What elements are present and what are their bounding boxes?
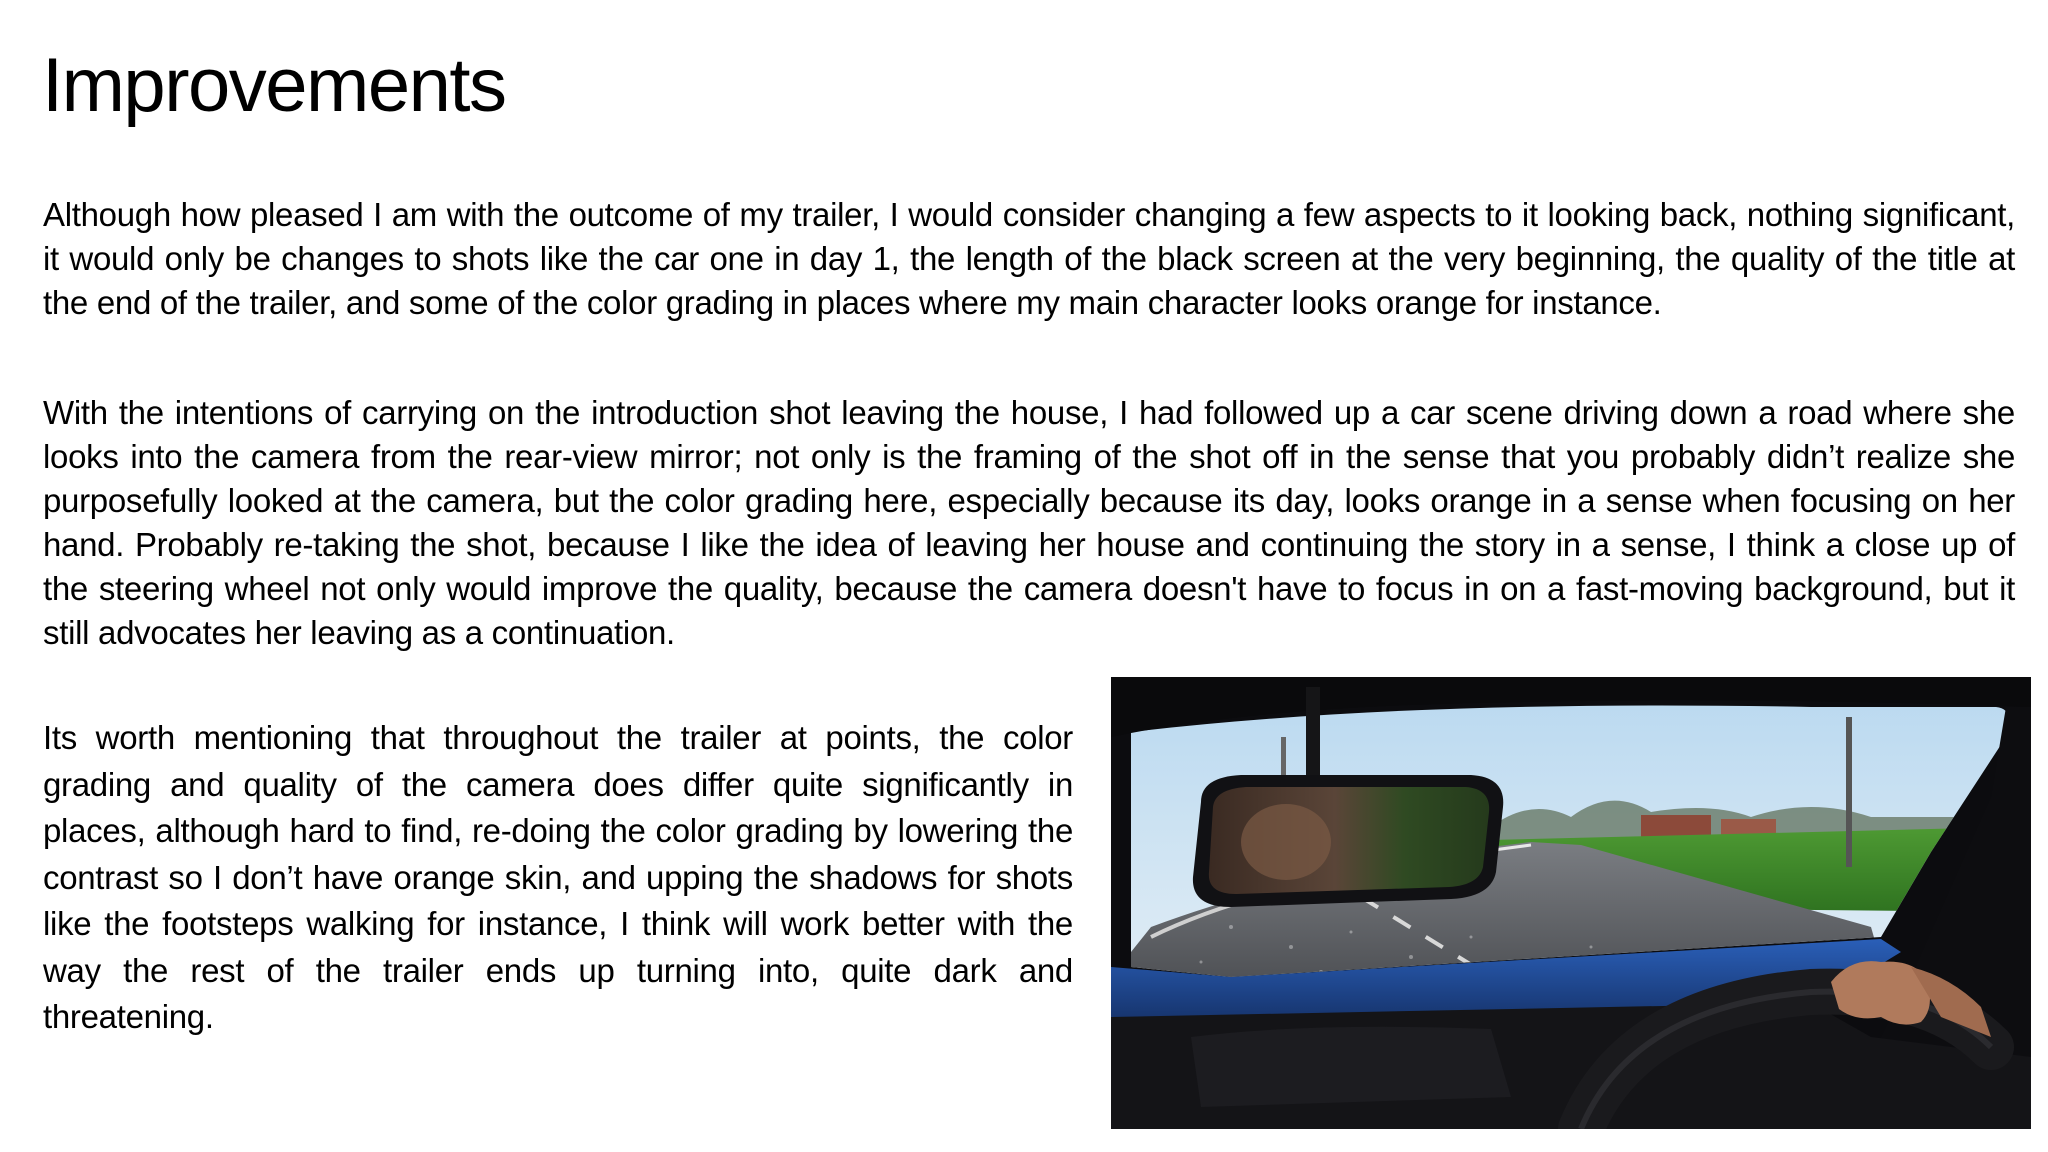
mirror-reflection <box>1241 804 1331 880</box>
car-interior-illustration <box>1111 677 2031 1129</box>
paragraph-3: Its worth mentioning that throughout the trailer at points, the color grading and quality of the camera does differ quite significantly in places, although hard to find, re-doing the color grading by lowering the contrast so I don’t have orange skin, and upping the shadows for shots like the footsteps walking for instance, I think will work better with the way the rest of the trailer ends up turning into, quite dark and threatening. <box>43 719 1073 1035</box>
paragraph-1: Although how pleased I am with the outcome of my trailer, I would consider changing a few aspects to it looking back, nothing significant, it would only be changes to shots like the car one in day 1, the length of the black screen at the very beginning, the quality of the title at the end of the trailer, and some of the color grading in places where my main character looks orange for instance. <box>43 196 2015 321</box>
paragraph-2: With the intentions of carrying on the introduction shot leaving the house, I had followed up a car scene driving down a road where she looks into the camera from the rear-view mirror; not only is the framing of the shot off in the sense that you probably didn’t realize she purposefully looked at the camera, but the color grading here, especially because its day, looks orange in a sense when focusing on her hand. Probably re-taking the shot, because I like the idea of leaving her house and continuing the story in a sense, I think a close up of the steering wheel not only would improve the quality, because the camera doesn't have to focus in on a fast-moving background, but it still advocates her leaving as a continuation. <box>43 394 2015 651</box>
slide-title: Improvements <box>42 43 506 128</box>
car-interior-photo <box>1111 677 2031 1129</box>
instrument-cluster <box>1191 1027 1511 1107</box>
mirror-mount <box>1306 687 1320 782</box>
